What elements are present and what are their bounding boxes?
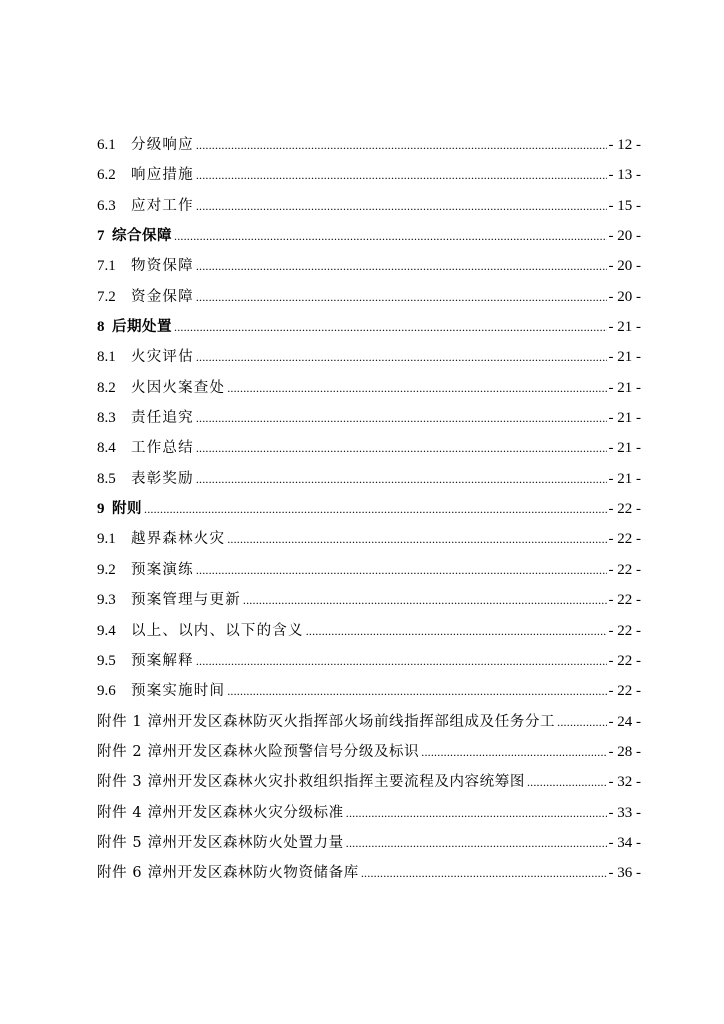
toc-entry-title: 附件 2 漳州开发区森林火险预警信号分级及标识 <box>97 743 420 760</box>
toc-entry-page-number: - 21 - <box>608 379 641 396</box>
toc-entry-page-number: - 22 - <box>608 531 641 548</box>
toc-entry-title: 预案实施时间 <box>131 683 226 700</box>
toc-dot-leader <box>196 563 607 578</box>
toc-entry-title: 表彰奖励 <box>131 470 194 487</box>
toc-entry-page-number: - 36 - <box>608 865 641 882</box>
toc-entry-title: 响应措施 <box>131 167 194 184</box>
toc-entry-page-number: - 13 - <box>608 167 641 184</box>
toc-dot-leader <box>346 836 607 851</box>
toc-entry-title: 以上、以内、以下的含义 <box>131 622 304 639</box>
toc-dot-leader <box>196 168 607 183</box>
toc-entry-title: 物资保障 <box>131 258 194 275</box>
toc-entry-title: 工作总结 <box>131 440 194 457</box>
toc-entry[interactable] <box>97 406 641 436</box>
toc-entry-number: 9.3 <box>97 592 116 609</box>
toc-entry-number: 8.5 <box>97 470 116 487</box>
toc-entry-number: 9.2 <box>97 561 116 578</box>
toc-entry-title: 预案管理与更新 <box>131 592 241 609</box>
toc-entry-title: 分级响应 <box>131 137 194 153</box>
toc-dot-leader <box>527 775 607 790</box>
toc-entry[interactable] <box>97 345 641 375</box>
toc-entry-number: 6.2 <box>97 167 116 184</box>
toc-entry-page-number: - 22 - <box>608 622 641 639</box>
toc-entry-page-number: - 22 - <box>608 652 641 669</box>
toc-entry-title: 附则 <box>112 500 142 518</box>
toc-entry[interactable] <box>97 436 641 466</box>
toc-entry-title: 附件 1 漳州开发区森林防灭火指挥部火场前线指挥部组成及任务分工 <box>97 713 556 730</box>
toc-entry-page-number: - 15 - <box>608 197 641 214</box>
toc-entry-number: 9.4 <box>97 622 116 639</box>
toc-entry-title: 火因火案查处 <box>131 379 226 396</box>
toc-entry[interactable] <box>97 588 641 618</box>
toc-entry[interactable] <box>97 619 641 649</box>
toc-entry[interactable] <box>97 133 641 163</box>
toc-dot-leader <box>227 381 606 396</box>
toc-dot-leader <box>196 290 607 305</box>
toc-entry-page-number: - 21 - <box>608 319 641 336</box>
toc-entry-number: 8.2 <box>97 379 116 396</box>
toc-dot-leader <box>196 411 607 426</box>
toc-entry-number: 8.1 <box>97 349 116 366</box>
toc-entry[interactable] <box>97 527 641 557</box>
toc-entry[interactable] <box>97 224 641 254</box>
toc-dot-leader <box>196 259 607 274</box>
toc-dot-leader <box>243 593 607 608</box>
toc-entry[interactable] <box>97 679 641 709</box>
toc-dot-leader <box>196 138 607 153</box>
toc-entry[interactable] <box>97 315 641 345</box>
toc-entry-title: 附件 5 漳州开发区森林防火处置力量 <box>97 834 344 851</box>
toc-dot-leader <box>196 199 607 214</box>
toc-dot-leader <box>557 715 606 730</box>
toc-entry-page-number: - 34 - <box>608 834 641 851</box>
toc-entry[interactable] <box>97 801 641 831</box>
toc-dot-leader <box>196 654 607 669</box>
toc-entry-title: 综合保障 <box>112 227 172 245</box>
toc-dot-leader <box>144 502 607 517</box>
toc-entry[interactable] <box>97 497 641 527</box>
toc-dot-leader <box>174 320 607 335</box>
toc-entry-page-number: - 20 - <box>608 258 641 275</box>
toc-dot-leader <box>196 350 607 365</box>
toc-entry-page-number: - 22 - <box>608 501 641 518</box>
toc-entry[interactable] <box>97 861 641 891</box>
table-of-contents <box>97 133 641 892</box>
toc-entry[interactable] <box>97 376 641 406</box>
toc-entry-title: 附件 6 漳州开发区森林防火物资储备库 <box>97 865 359 882</box>
toc-entry-number: 8.4 <box>97 440 116 457</box>
toc-entry[interactable] <box>97 467 641 497</box>
toc-dot-leader <box>421 745 606 760</box>
toc-dot-leader <box>196 472 607 487</box>
toc-entry-number: 8.3 <box>97 410 116 427</box>
toc-entry-page-number: - 21 - <box>608 349 641 366</box>
toc-entry-page-number: - 21 - <box>608 470 641 487</box>
toc-entry-page-number: - 22 - <box>608 561 641 578</box>
toc-entry-title: 越界森林火灾 <box>131 531 226 548</box>
toc-dot-leader <box>306 624 607 639</box>
toc-dot-leader <box>361 866 607 881</box>
toc-entry-page-number: - 22 - <box>608 683 641 700</box>
toc-entry-number: 6.3 <box>97 197 116 214</box>
toc-entry-number: 9.5 <box>97 652 116 669</box>
toc-entry-page-number: - 12 - <box>608 137 641 153</box>
toc-entry-page-number: - 28 - <box>608 743 641 760</box>
toc-entry-title: 预案解释 <box>131 652 194 669</box>
toc-dot-leader <box>196 441 607 456</box>
toc-entry-number: 8 <box>97 319 105 336</box>
toc-dot-leader <box>227 684 606 699</box>
toc-dot-leader <box>174 229 607 244</box>
toc-entry[interactable] <box>97 831 641 861</box>
toc-entry[interactable] <box>97 770 641 800</box>
toc-entry-title: 火灾评估 <box>131 349 194 366</box>
toc-entry-number: 9.6 <box>97 683 116 700</box>
toc-entry[interactable] <box>97 163 641 193</box>
toc-entry[interactable] <box>97 649 641 679</box>
toc-entry-title: 附件 4 漳州开发区森林火灾分级标准 <box>97 804 344 821</box>
toc-entry-page-number: - 20 - <box>608 228 641 245</box>
toc-dot-leader <box>346 806 607 821</box>
toc-entry-page-number: - 32 - <box>608 774 641 791</box>
toc-entry-title: 附件 3 漳州开发区森林火灾扑救组织指挥主要流程及内容统筹图 <box>97 774 525 791</box>
toc-dot-leader <box>227 532 606 547</box>
toc-entry-number: 7 <box>97 228 105 245</box>
toc-entry-page-number: - 20 - <box>608 288 641 305</box>
toc-entry-title: 预案演练 <box>131 561 194 578</box>
toc-entry-number: 9 <box>97 501 105 518</box>
toc-entry-page-number: - 21 - <box>608 410 641 427</box>
toc-entry[interactable] <box>97 194 641 224</box>
toc-entry[interactable] <box>97 254 641 284</box>
toc-entry-title: 应对工作 <box>131 197 194 214</box>
toc-entry-title: 责任追究 <box>131 410 194 427</box>
toc-entry-number: 7.1 <box>97 258 116 275</box>
toc-entry[interactable] <box>97 558 641 588</box>
toc-entry-page-number: - 22 - <box>608 592 641 609</box>
toc-entry-title: 资金保障 <box>131 288 194 305</box>
toc-entry-page-number: - 33 - <box>608 804 641 821</box>
toc-entry[interactable] <box>97 740 641 770</box>
toc-entry-page-number: - 21 - <box>608 440 641 457</box>
toc-entry-number: 6.1 <box>97 137 116 153</box>
toc-entry-page-number: - 24 - <box>608 713 641 730</box>
toc-entry-number: 7.2 <box>97 288 116 305</box>
toc-entry-number: 9.1 <box>97 531 116 548</box>
toc-entry[interactable] <box>97 285 641 315</box>
toc-entry[interactable] <box>97 710 641 740</box>
toc-entry-title: 后期处置 <box>112 318 172 336</box>
